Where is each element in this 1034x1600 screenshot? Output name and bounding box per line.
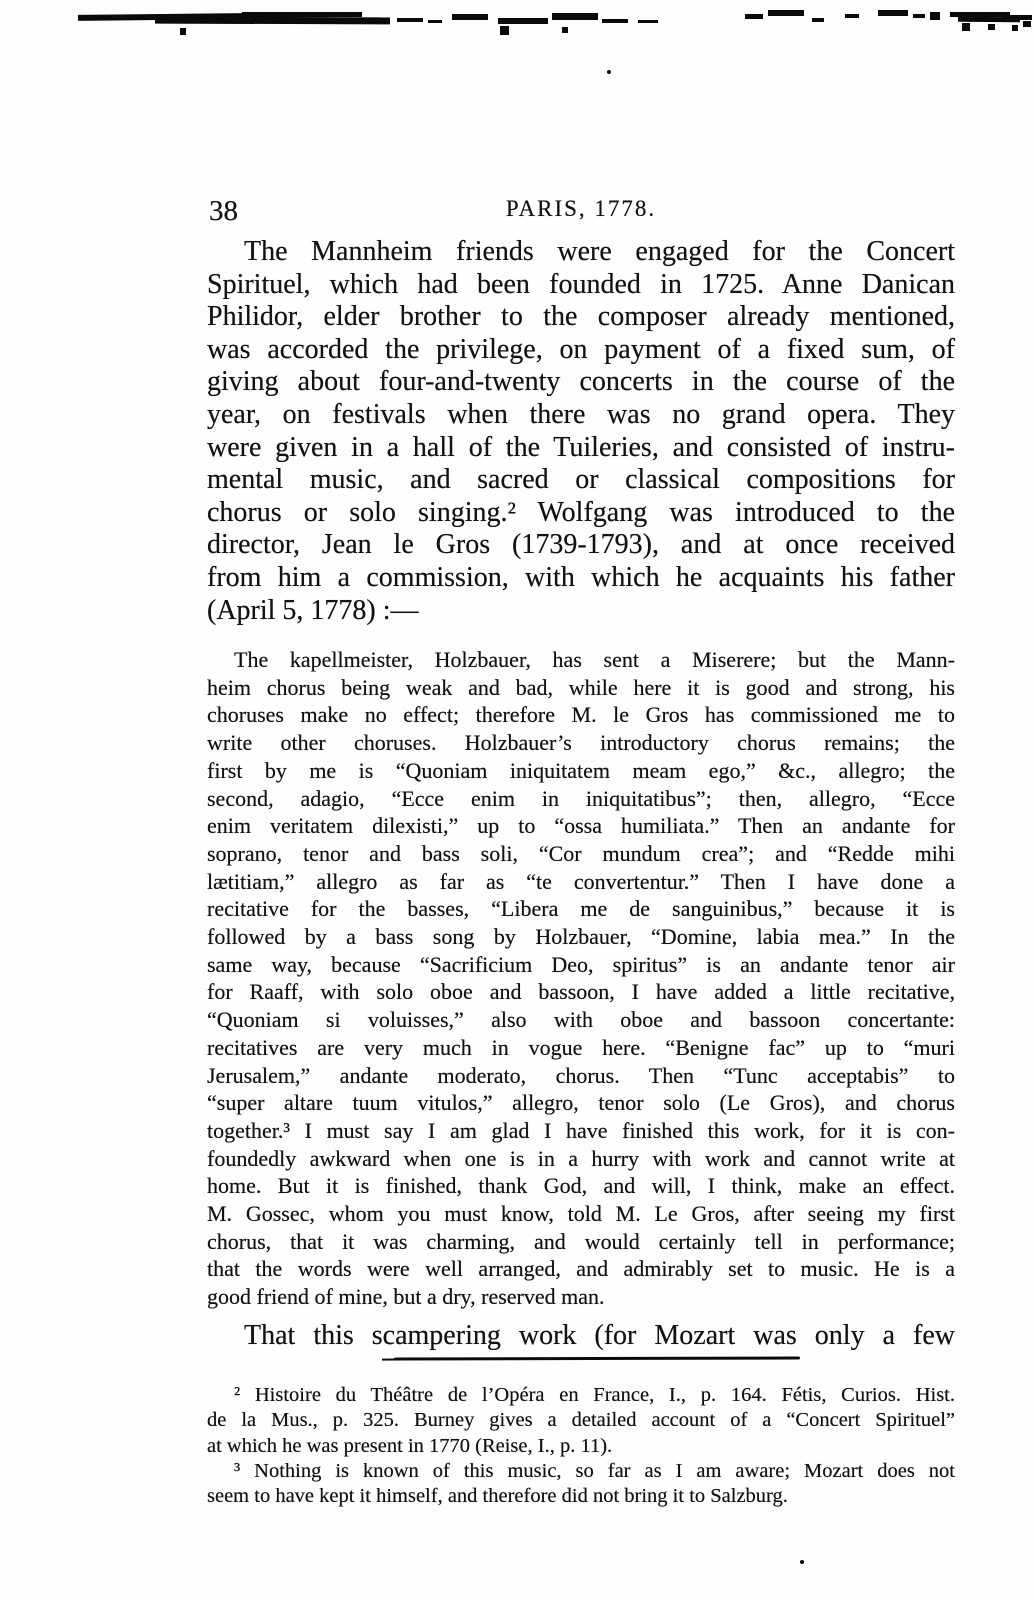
footnote-3 bbox=[207, 1459, 955, 1510]
text-line: year, on festivals when there was no grand opera. They bbox=[207, 398, 955, 430]
text-line: giving about four-and-twenty concerts in the course of the bbox=[207, 366, 955, 398]
text-line: were given in a hall of the Tuileries, and consisted of instru- bbox=[207, 431, 955, 463]
text-line: M. Gossec, whom you must know, told M. Le Gros, after seeing my first bbox=[207, 1201, 955, 1227]
text-line: mental music, and sacred or classical compositions for bbox=[207, 464, 955, 496]
text-line: was accorded the privilege, on payment of a fixed sum, of bbox=[207, 333, 955, 365]
text-line: from him a commission, with which he acquaints his father bbox=[207, 561, 955, 593]
text-line: (April 5, 1778) :— bbox=[207, 594, 419, 626]
text-line: ³ Nothing is known of this music, so far as I am aware; Mozart does not bbox=[234, 1459, 955, 1482]
text-line: The kapellmeister, Holzbauer, has sent a Miserere; but the Mann- bbox=[234, 647, 955, 672]
scan-speck bbox=[607, 70, 611, 74]
text-line: enim veritatem dilexisti,” up to “ossa humiliata.” Then an andante for bbox=[207, 813, 955, 839]
text-line: followed by a bass song by Holzbauer, “Domine, labia mea.” In the bbox=[207, 924, 955, 950]
text-line: de la Mus., p. 325. Burney gives a detailed account of a “Concert Spirituel” bbox=[207, 1409, 955, 1432]
text-line: Jerusalem,” andante moderato, chorus. Then “Tunc acceptabis” to bbox=[207, 1062, 955, 1088]
text-line: The Mannheim friends were engaged for the Concert bbox=[244, 236, 955, 267]
text-line: chorus or solo singing.² Wolfgang was introduced to the bbox=[207, 496, 955, 528]
opening-paragraph bbox=[207, 236, 955, 627]
text-line: write other choruses. Holzbauer’s introductory chorus remains; the bbox=[207, 730, 955, 756]
text-line: soprano, tenor and bass soli, “Cor mundum crea”; and “Redde mihi bbox=[207, 840, 955, 866]
text-line: together.³ I must say I am glad I have finished this work, for it is con- bbox=[207, 1117, 955, 1143]
text-line: good friend of mine, but a dry, reserved man. bbox=[207, 1284, 605, 1310]
closing-paragraph bbox=[207, 1318, 955, 1353]
letter-excerpt-block bbox=[207, 646, 955, 1311]
text-line: “Quoniam si voluisses,” also with oboe and bassoon concertante: bbox=[207, 1007, 955, 1033]
text-line: “super altare tuum vitulos,” allegro, tenor solo (Le Gros), and chorus bbox=[207, 1090, 955, 1116]
page-header-row bbox=[207, 193, 955, 227]
text-line: recitative for the basses, “Libera me de sanguinibus,” because it is bbox=[207, 896, 955, 922]
running-header-title: PARIS, 1778. bbox=[505, 196, 657, 221]
text-line: recitatives are very much in vogue here. “Benigne fac” up to “muri bbox=[207, 1034, 955, 1060]
text-line: for Raaff, with solo oboe and bassoon, I have added a little recitative, bbox=[207, 979, 955, 1005]
page-number: 38 bbox=[209, 195, 238, 227]
footnote-separator-rule bbox=[394, 1356, 800, 1360]
text-line: same way, because “Sacrificium Deo, spiritus” is an andante tenor air bbox=[207, 951, 955, 977]
text-line: home. But it is finished, thank God, and will, I think, make an effect. bbox=[207, 1173, 955, 1199]
text-line: second, adagio, “Ecce enim in iniquitatibus”; then, allegro, “Ecce bbox=[207, 785, 955, 811]
scan-speck bbox=[800, 1560, 804, 1564]
footnotes-section bbox=[207, 1383, 955, 1509]
text-line: at which he was present in 1770 (Reise, I., p. 11). bbox=[207, 1434, 613, 1457]
text-line: chorus, that it was charming, and would certainly tell in performance; bbox=[207, 1228, 955, 1254]
text-line: That this scampering work (for Mozart was only a few bbox=[244, 1320, 955, 1351]
footnote-2 bbox=[207, 1383, 955, 1459]
text-line: ² Histoire du Théâtre de l’Opéra en France, I., p. 164. Fétis, Curios. Hist. bbox=[234, 1384, 955, 1406]
text-line: Philidor, elder brother to the composer already mentioned, bbox=[207, 301, 955, 333]
text-line: lætitiam,” allegro as far as “te convertentur.” Then I have done a bbox=[207, 868, 955, 894]
text-line: choruses make no effect; therefore M. le Gros has commissioned me to bbox=[207, 702, 955, 728]
text-line: Spirituel, which had been founded in 1725. Anne Danican bbox=[207, 268, 955, 300]
text-line: seem to have kept it himself, and therefore did not bring it to Salzburg. bbox=[207, 1485, 788, 1508]
text-line: foundedly awkward when one is in a hurry with work and cannot write at bbox=[207, 1145, 955, 1171]
text-line: that the words were well arranged, and admirably set to music. He is a bbox=[207, 1256, 955, 1282]
text-line: first by me is “Quoniam iniquitatem meam ego,” &c., allegro; the bbox=[207, 757, 955, 783]
text-line: heim chorus being weak and bad, while here it is good and strong, his bbox=[207, 674, 955, 700]
text-line: director, Jean le Gros (1739-1793), and at once received bbox=[207, 529, 955, 561]
